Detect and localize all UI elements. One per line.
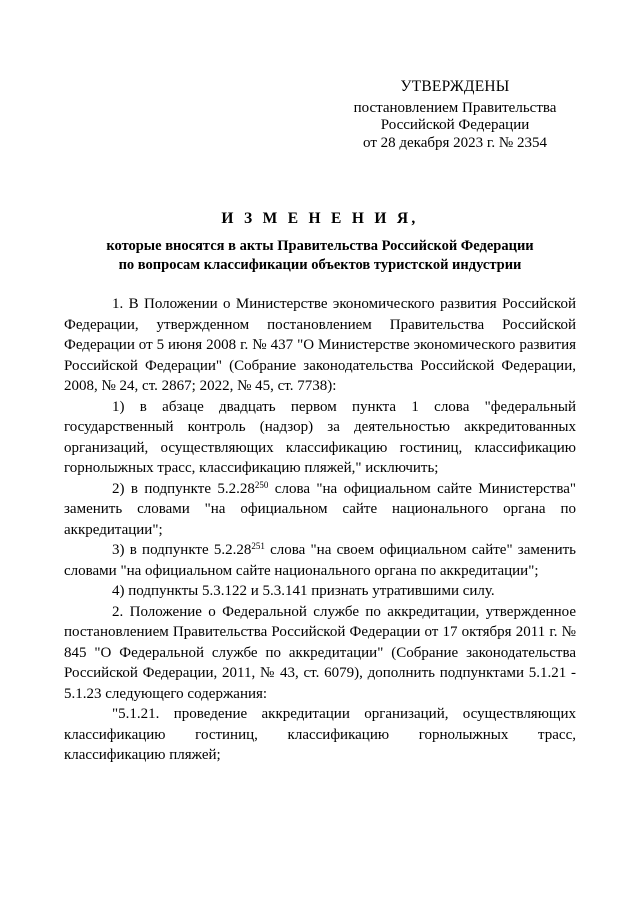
subparagraph-text: 3) в подпункте 5.2.28 <box>112 542 252 558</box>
document-heading <box>64 210 576 275</box>
approval-title: УТВЕРЖДЕНЫ <box>400 78 510 95</box>
subparagraph-text: слова "на официальном сайте Министерства" заменить словами "на официальном сайте национального органа по аккредитации"; <box>64 480 576 538</box>
heading-title: И З М Е Н Е Н И Я, <box>221 210 419 227</box>
paragraph-2: 2. Положение о Федеральной службе по аккредитации, утвержденное постановлением Правительства Российской Федерации от 17 октября 2011 г. № 845 "О Федеральной службе по аккредитации" (Собрание законодательства Российской Федерации, 2011, № 43, ст. 6079), дополнить подпунктами 5.1.21 - 5.1.23 следующего содержания: <box>64 603 576 702</box>
subparagraph-1-4: 4) подпункты 5.3.122 и 5.3.141 признать утратившими силу. <box>112 583 495 599</box>
approval-line: постановлением Правительства <box>353 99 557 116</box>
heading-subtitle-line: которые вносятся в акты Правительства Российской Федерации <box>106 238 534 254</box>
subparagraph-text: слова "на своем официальном сайте" заменить словами "на официальном сайте национального органа по аккредитации"; <box>64 542 576 579</box>
document-body <box>64 294 576 766</box>
approval-line: Российской Федерации <box>380 117 530 133</box>
subparagraph-2-1: "5.1.21. проведение аккредитации организаций, осуществляющих классификацию гостиниц, классификацию горнолыжных трасс, классификацию пляжей; <box>64 706 576 763</box>
subparagraph-1-2 <box>64 479 576 541</box>
superscript-number: 251 <box>251 541 265 551</box>
approval-stamp <box>330 78 580 152</box>
heading-subtitle-line: по вопросам классификации объектов туристской индустрии <box>118 257 522 273</box>
superscript-number: 250 <box>254 479 269 490</box>
paragraph-1: 1. В Положении о Министерстве экономического развития Российской Федерации, утвержденном постановлением Правительства Российской Федерации от 5 июня 2008 г. № 437 "О Министерстве экономического развития Российской Федерации" (Собрание законодательства Российской Федерации, 2008, № 24, ст. 2867; 2022, № 45, ст. 7738): <box>64 296 576 394</box>
subparagraph-text: 2) в подпункте 5.2.28 <box>112 480 255 497</box>
approval-date-line: от 28 декабря 2023 г. № 2354 <box>363 134 547 151</box>
subparagraph-1-3 <box>64 540 576 581</box>
subparagraph-1-1: 1) в абзаце двадцать первом пункта 1 слова "федеральный государственный контроль (надзор) за деятельностью аккредитованных организаций, осуществляющих классификацию гостиниц, классификацию горнолыжных трасс, классификацию пляжей," исключить; <box>64 398 576 476</box>
